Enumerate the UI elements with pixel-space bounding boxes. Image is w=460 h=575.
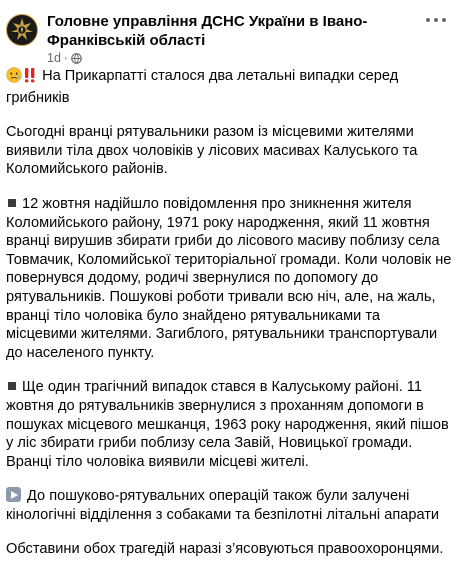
post-meta: [47, 51, 82, 65]
post-timestamp[interactable]: 1d: [47, 51, 61, 65]
post-title-paragraph: [6, 67, 454, 107]
dsns-emblem-icon: [7, 15, 37, 45]
more-dot: [442, 18, 446, 22]
case2-paragraph: [6, 378, 454, 471]
units-text: До пошуково-рятувальних операцій також були залучені кінологічні відділення з собаками та безпілотні літальні апарати: [6, 488, 440, 523]
sad-face-emoji-icon: [6, 67, 22, 89]
post-body: [6, 67, 454, 575]
intro-paragraph: Сьогодні вранці рятувальники разом із місцевими жителями виявили тіла двох чоловіків у лісових масивах Калуського та Коломийського районів.: [6, 124, 418, 178]
closing-paragraph: Обставини обох трагедій наразі з’ясовуються правоохоронцями.: [6, 541, 444, 558]
more-dot: [426, 18, 430, 22]
case2-text: Ще один трагічний випадок стався в Калуському районі. 11 жовтня до рятувальників звернулися з проханням допомоги в пошуках місцевого мешканця, 1963 року народження, який пішов у ліс збирати гриби поблизу села Завій, Новицької громади. Вранці тіло чоловіка виявили місцеві жителі.: [6, 379, 449, 470]
more-options-icon[interactable]: [426, 12, 446, 28]
post-title: На Прикарпатті сталося два летальні випадки серед грибників: [6, 68, 399, 106]
more-dot: [434, 18, 438, 22]
meta-separator: ·: [63, 51, 69, 65]
page-avatar[interactable]: [6, 14, 38, 46]
play-button-emoji-icon: [6, 487, 21, 502]
globe-icon[interactable]: [71, 53, 82, 64]
black-square-icon: [8, 199, 16, 207]
black-square-icon: [8, 382, 16, 390]
units-paragraph: [6, 487, 454, 524]
double-exclamation-icon: [23, 67, 37, 89]
post-header: [0, 8, 460, 66]
case1-text: 12 жовтня надійшло повідомлення про зникнення жителя Коломийського району, 1971 року народження, який 11 жовтня вранці вирушив збирати гриби до лісового масиву поблизу села Товмачик, Коломийської територіальної громади. Коли чоловік не повернувся додому, родичі звернулися по допомогу до рятувальників. Пошукові роботи тривали всю ніч, але, на жаль, вранці тіло чоловіка було знайдено рятувальниками та місцевими жителями. Загиблого, рятувальники транспортували до населеного пункту.: [6, 195, 452, 361]
page-name-link[interactable]: Головне управління ДСНС України в Івано-Франківській області: [47, 13, 368, 49]
case1-paragraph: [6, 195, 454, 362]
